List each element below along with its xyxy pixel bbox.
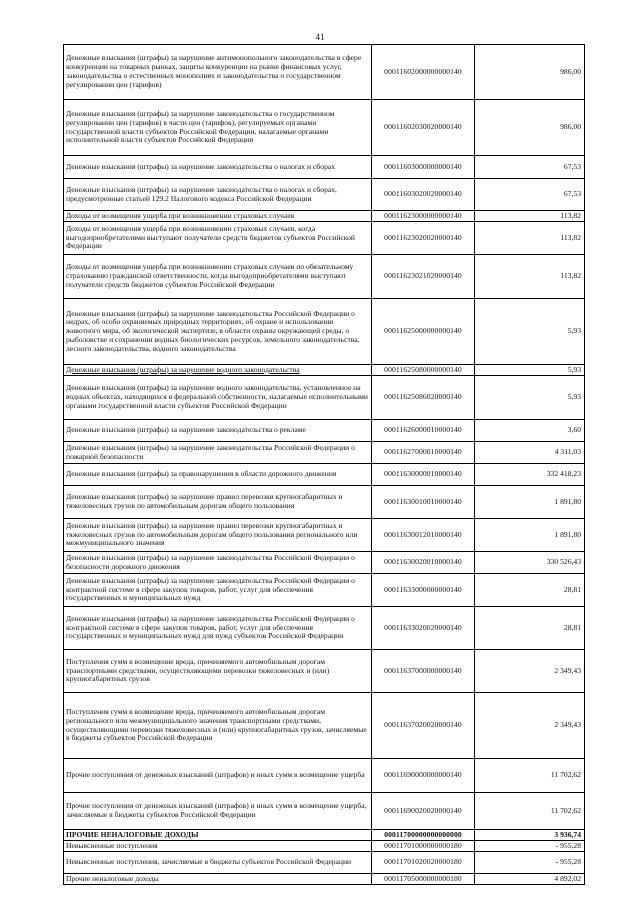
budget-code-cell: 00011701020020000180	[372, 852, 475, 874]
budget-code-cell: 00011627000010000140	[372, 442, 475, 464]
revenue-name-cell: Денежные взыскания (штрафы) за нарушение водного законодательства, установленное на водных объектах, находящихся в федеральной собственности, налагаемые исполнительными органами государственной власти субъектов Российской Федерации	[64, 376, 372, 420]
table-row	[64, 420, 585, 442]
revenue-name-cell: Доходы от возмещения ущерба при возникновении страховых случаев, когда выгодоприобретателями выступают получатели средств бюджетов субъектов Российской Федерации	[64, 222, 372, 255]
budget-code-cell: 00011603020020000140	[372, 179, 475, 211]
table-row	[64, 486, 585, 519]
amount-cell: 332 418,23	[475, 464, 585, 486]
amount-cell: 67,53	[475, 156, 585, 179]
table-row	[64, 365, 585, 376]
revenue-name-cell: Денежные взыскания (штрафы) за нарушение законодательства о государственном регулировании цен (тарифов) в части цен (тарифов), регулируемых органами государственной власти субъектов Российской Федерации, налагаемые органами исполнительной власти субъектов Российской Федерации	[64, 100, 372, 156]
budget-code-cell: 00011626000010000140	[372, 420, 475, 442]
revenue-name-cell: Поступления сумм в возмещение вреда, причиняемого автомобильным дорогам регионального или межмуниципального значения транспортными средствами, осуществляющими перевозки тяжеловесных и (или) крупногабаритных грузов, зачисляемые в бюджеты субъектов Российской Федерации	[64, 693, 372, 759]
table-row	[64, 222, 585, 255]
amount-cell: 5,93	[475, 365, 585, 376]
budget-code-cell: 00011625080000000140	[372, 365, 475, 376]
amount-cell: 1 891,80	[475, 486, 585, 519]
revenue-name-cell: Прочие неналоговые доходы	[64, 874, 372, 885]
table-row	[64, 464, 585, 486]
amount-cell: 11 702,62	[475, 793, 585, 830]
budget-code-cell: 00011705000000000180	[372, 874, 475, 885]
table-row	[64, 442, 585, 464]
budget-code-cell: 00011602030020000140	[372, 100, 475, 156]
budget-code-cell: 00011623020020000140	[372, 222, 475, 255]
table-row	[64, 793, 585, 830]
revenue-name-cell: Поступления сумм в возмещение вреда, причиняемого автомобильным дорогам транспортными средствами, осуществляющими перевозки тяжеловесных и (или) крупногабаритных грузов	[64, 650, 372, 693]
amount-cell: 986,00	[475, 100, 585, 156]
table-row	[64, 607, 585, 650]
revenue-name-cell: ПРОЧИЕ НЕНАЛОГОВЫЕ ДОХОДЫ	[64, 830, 372, 841]
revenue-name-cell: Денежные взыскания (штрафы) за нарушение законодательства Российской Федерации о контрактной системе в сфере закупок товаров, работ, услуг для обеспечения государственных и муниципальных нужд	[64, 574, 372, 607]
revenue-name-cell: Денежные взыскания (штрафы) за нарушение законодательства о налогах и сборах	[64, 156, 372, 179]
table-row	[64, 211, 585, 222]
table-row	[64, 376, 585, 420]
revenue-name-cell: Денежные взыскания (штрафы) за нарушение антимонопольного законодательства в сфере конкуренции на товарных рынках, защиты конкуренции на рынке финансовых услуг, законодательства о естественных монополиях и законодательства о государственном регулировании цен (тарифов)	[64, 45, 372, 100]
revenue-name-cell: Денежные взыскания (штрафы) за нарушение законодательства о налогах и сборах, предусмотренные статьей 129.2 Налогового кодекса Российской Федерации	[64, 179, 372, 211]
budget-code-cell: 00011700000000000000	[372, 830, 475, 841]
budget-code-cell: 00011637020020000140	[372, 693, 475, 759]
budget-code-cell: 00011690000000000140	[372, 759, 475, 793]
amount-cell: 11 702,62	[475, 759, 585, 793]
revenue-name-cell: Прочие поступления от денежных взысканий (штрафов) и иных сумм в возмещение ущерба, зачисляемые в бюджеты субъектов Российской Федерации	[64, 793, 372, 830]
revenue-name-cell: Невыясненные поступления, зачисляемые в бюджеты субъектов Российской Федерации	[64, 852, 372, 874]
amount-cell: 986,00	[475, 45, 585, 100]
revenue-name-cell: Денежные взыскания (штрафы) за правонарушения в области дорожного движения	[64, 464, 372, 486]
revenue-name-cell: Денежные взыскания (штрафы) за нарушение законодательства Российской Федерации о контрактной системе в сфере закупок товаров, работ, услуг для обеспечения государственных и муниципальных нужд для нужд субъектов Российской Федерации	[64, 607, 372, 650]
table-row	[64, 650, 585, 693]
revenue-name-cell: Денежные взыскания (штрафы) за нарушение законодательства Российской Федерации о недрах, об особо охраняемых природных территориях, об охране и использовании животного мира, об экологической экспертизе, в области охраны окружающей среды, о рыболовстве и сохранении водных биологических ресурсов, земельного законодательства, лесного законодательства, водного законодательства	[64, 299, 372, 365]
revenue-name-cell: Денежные взыскания (штрафы) за нарушение законодательства Российской Федерации о пожарной безопасности	[64, 442, 372, 464]
amount-cell: 67,53	[475, 179, 585, 211]
table-row	[64, 299, 585, 365]
budget-code-cell: 00011701000000000180	[372, 841, 475, 852]
amount-cell: 4 892,02	[475, 874, 585, 885]
revenue-name-cell: Денежные взыскания (штрафы) за нарушение водного законодательства	[64, 365, 372, 376]
revenue-name-cell: Денежные взыскания (штрафы) за нарушение законодательства Российской Федерации о безопасности дорожного движения	[64, 552, 372, 574]
table-row	[64, 156, 585, 179]
revenue-table-body	[64, 45, 585, 885]
amount-cell: - 955,28	[475, 852, 585, 874]
amount-cell: 3 936,74	[475, 830, 585, 841]
table-row	[64, 574, 585, 607]
budget-code-cell: 00011603000000000140	[372, 156, 475, 179]
budget-code-cell: 00011623000000000140	[372, 211, 475, 222]
revenue-name-cell: Прочие поступления от денежных взысканий (штрафов) и иных сумм в возмещение ущерба	[64, 759, 372, 793]
budget-code-cell: 00011602000000000140	[372, 45, 475, 100]
budget-code-cell: 00011637000000000140	[372, 650, 475, 693]
amount-cell: 113,82	[475, 211, 585, 222]
budget-code-cell: 00011623021020000140	[372, 255, 475, 299]
budget-code-cell: 00011625086020000140	[372, 376, 475, 420]
amount-cell: 5,93	[475, 376, 585, 420]
amount-cell: 113,82	[475, 222, 585, 255]
table-row	[64, 759, 585, 793]
revenue-name-cell: Доходы от возмещения ущерба при возникновении страховых случаев	[64, 211, 372, 222]
table-row	[64, 255, 585, 299]
budget-code-cell: 00011630010010000140	[372, 486, 475, 519]
budget-code-cell: 00011625000000000140	[372, 299, 475, 365]
revenue-name-cell: Денежные взыскания (штрафы) за нарушение правил перевозки крупногабаритных и тяжеловесных грузов по автомобильным дорогам общего пользования	[64, 486, 372, 519]
table-row	[64, 45, 585, 100]
budget-code-cell: 00011630020010000140	[372, 552, 475, 574]
amount-cell: 2 349,43	[475, 693, 585, 759]
revenue-table	[63, 44, 585, 885]
amount-cell: 2 349,43	[475, 650, 585, 693]
budget-code-cell: 00011690020020000140	[372, 793, 475, 830]
amount-cell: 28,81	[475, 574, 585, 607]
table-row	[64, 830, 585, 841]
table-row	[64, 100, 585, 156]
amount-cell: 113,82	[475, 255, 585, 299]
budget-code-cell: 00011633020020000140	[372, 607, 475, 650]
table-row	[64, 852, 585, 874]
budget-code-cell: 00011630012010000140	[372, 519, 475, 552]
revenue-name-cell: Доходы от возмещения ущерба при возникновении страховых случаев по обязательному страхованию гражданской ответственности, когда выгодоприобретателями выступают получатели средств бюджетов субъектов Российской Федерации	[64, 255, 372, 299]
revenue-name-cell: Денежные взыскания (штрафы) за нарушение законодательства о рекламе	[64, 420, 372, 442]
table-row	[64, 874, 585, 885]
amount-cell: - 955,28	[475, 841, 585, 852]
table-row	[64, 179, 585, 211]
table-row	[64, 552, 585, 574]
amount-cell: 3,60	[475, 420, 585, 442]
amount-cell: 330 526,43	[475, 552, 585, 574]
table-row	[64, 519, 585, 552]
revenue-name-cell: Денежные взыскания (штрафы) за нарушение правил перевозки крупногабаритных и тяжеловесных грузов по автомобильным дорогам общего пользования регионального или межмуниципального значения	[64, 519, 372, 552]
budget-code-cell: 00011630000010000140	[372, 464, 475, 486]
table-row	[64, 693, 585, 759]
budget-code-cell: 00011633000000000140	[372, 574, 475, 607]
amount-cell: 1 891,80	[475, 519, 585, 552]
table-row	[64, 841, 585, 852]
revenue-name-cell: Невыясненные поступления	[64, 841, 372, 852]
amount-cell: 5,93	[475, 299, 585, 365]
amount-cell: 4 311,03	[475, 442, 585, 464]
amount-cell: 28,81	[475, 607, 585, 650]
page-number: 41	[315, 32, 325, 42]
